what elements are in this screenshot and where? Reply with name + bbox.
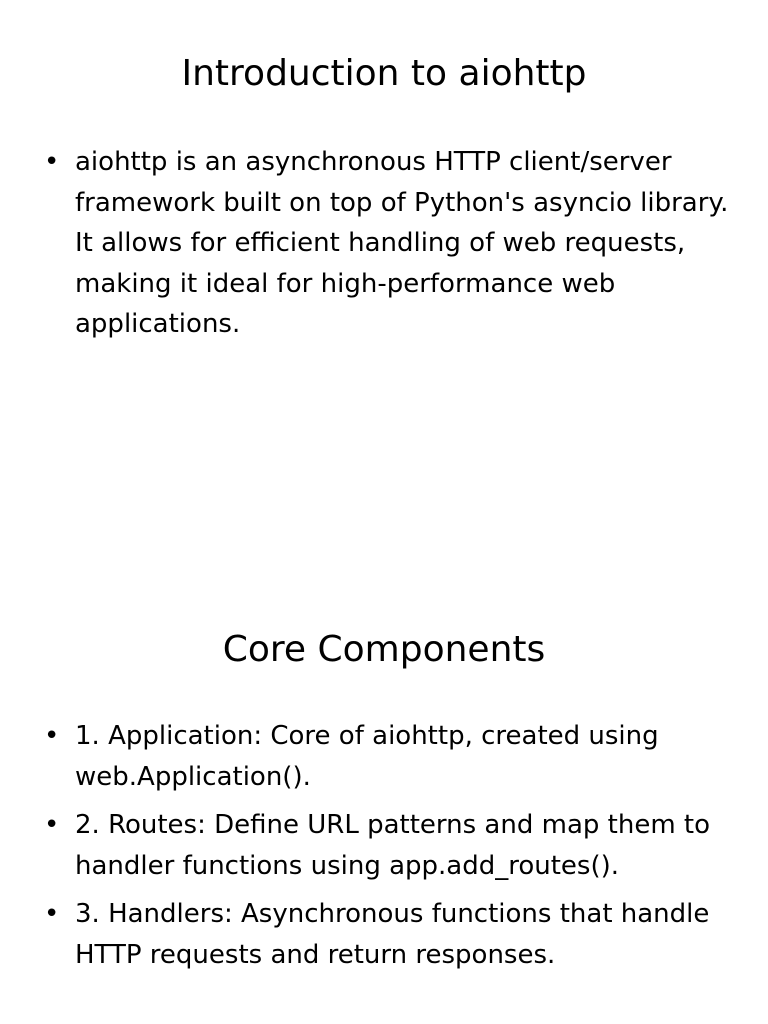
bullet-icon: •	[44, 721, 60, 751]
bullet-text: aiohttp is an asynchronous HTTP client/server framework built on top of Python's asyncio library. It allows for efficient handling of web requests, making it ideal for high-performance web applications.	[75, 147, 729, 339]
slide-title: Introduction to aiohttp	[181, 53, 587, 94]
bullet-icon: •	[44, 810, 60, 840]
bullet-text: 3. Handlers: Asynchronous functions that handle HTTP requests and return responses.	[75, 899, 710, 970]
bullet-text: 1. Application: Core of aiohttp, created using web.Application().	[75, 721, 659, 792]
bullet-list	[44, 716, 734, 983]
bullet-icon: •	[44, 147, 60, 177]
slide-core-components	[0, 576, 768, 1024]
bullet-icon: •	[44, 899, 60, 929]
bullet-text: 2. Routes: Define URL patterns and map them to handler functions using app.add_routes().	[75, 810, 711, 881]
slide-title: Core Components	[222, 629, 546, 670]
bullet-item	[44, 805, 734, 886]
bullet-item	[44, 716, 734, 797]
bullet-list	[44, 142, 734, 353]
bullet-item	[44, 142, 734, 345]
bullet-item	[44, 894, 734, 975]
